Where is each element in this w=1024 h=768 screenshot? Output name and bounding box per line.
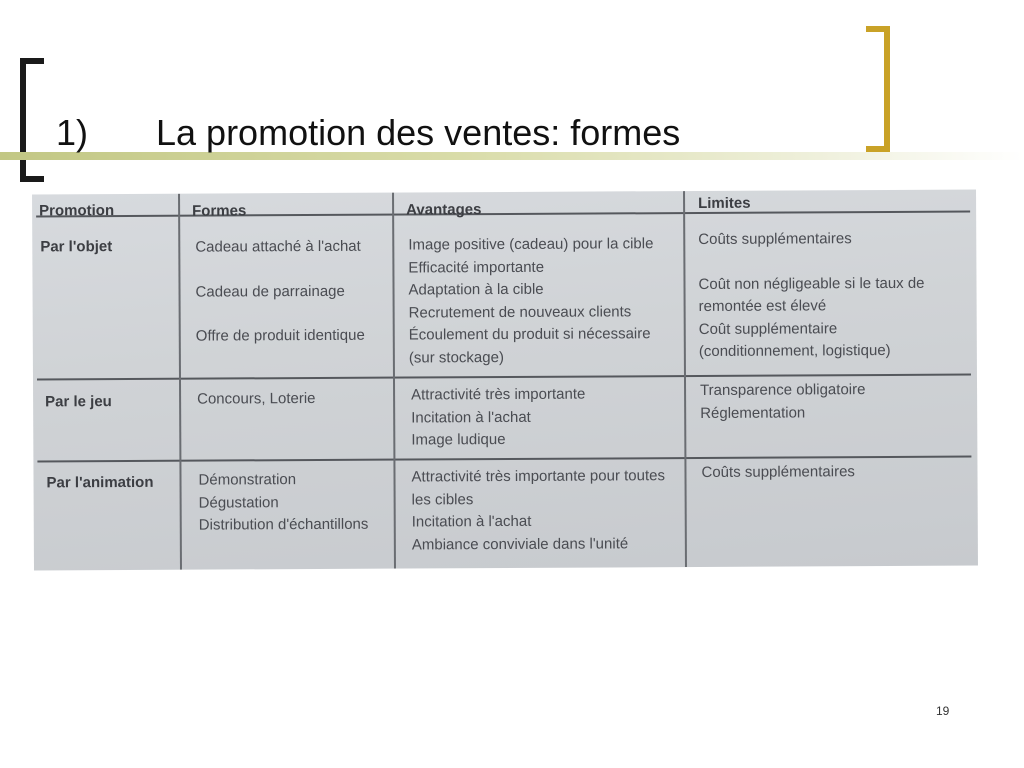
row1-limite-3: remontée est élevé (698, 297, 827, 315)
row2-formes (197, 388, 316, 411)
row-label-par-objet: Par l'objet (40, 238, 113, 256)
row3-forme-3: Distribution d'échantillons (198, 515, 369, 534)
row1-avantage-5: Écoulement du produit si nécessaire (408, 325, 651, 344)
row3-formes (198, 469, 368, 537)
row1-avantage-6: (sur stockage) (408, 348, 504, 367)
row1-forme-3: Offre de produit identique (195, 326, 365, 345)
header-limites: Limites (698, 194, 751, 212)
row3-forme-1: Démonstration (198, 471, 297, 489)
row1-limite-1: Coûts supplémentaires (698, 230, 852, 248)
row2-limite-2: Réglementation (700, 403, 806, 422)
row2-limite-1: Transparence obligatoire (700, 381, 866, 399)
row3-avantage-1: Attractivité très importante pour toutes (411, 467, 666, 486)
row2-avantages (411, 384, 586, 452)
left-bracket-decoration (20, 58, 44, 182)
row2-limites (700, 379, 866, 425)
row1-formes (195, 236, 365, 348)
row1-avantage-4: Recrutement de nouveaux clients (408, 302, 632, 322)
row-label-par-animation: Par l'animation (46, 473, 154, 492)
page-number: 19 (936, 704, 950, 718)
row1-forme-2: Cadeau de parrainage (195, 282, 345, 301)
row2-avantage-1: Attractivité très importante (411, 385, 586, 404)
row3-avantage-2: les cibles (411, 490, 474, 508)
table-col-divider-3 (683, 191, 687, 567)
row1-limite-4: Coût supplémentaire (698, 319, 838, 338)
slide-title (56, 108, 680, 158)
row3-avantage-3: Incitation à l'achat (411, 512, 532, 531)
row1-limites (698, 228, 925, 364)
header-promotion: Promotion (39, 202, 115, 220)
right-bracket-decoration (866, 26, 890, 152)
row2-avantage-2: Incitation à l'achat (411, 408, 531, 426)
row-label-par-jeu: Par le jeu (45, 393, 112, 411)
header-formes: Formes (192, 202, 247, 220)
row1-limite-5: (conditionnement, logistique) (698, 341, 891, 360)
row1-avantage-1: Image positive (cadeau) pour la cible (408, 235, 654, 254)
row3-forme-2: Dégustation (198, 493, 279, 512)
row3-avantage-4: Ambiance conviviale dans l'unité (411, 534, 629, 553)
row3-limites (701, 461, 855, 484)
table-rule-header (36, 211, 970, 218)
table-col-divider-2 (392, 193, 396, 569)
table-col-divider-1 (178, 194, 182, 570)
row1-avantage-3: Adaptation à la cible (408, 280, 544, 299)
row2-forme-1: Concours, Loterie (197, 389, 316, 408)
header-avantages: Avantages (406, 201, 482, 219)
row2-avantage-3: Image ludique (411, 430, 506, 449)
row1-forme-1: Cadeau attaché à l'achat (195, 237, 361, 256)
scanned-table (32, 190, 978, 571)
row1-avantages (408, 233, 654, 369)
row1-avantage-2: Efficacité importante (408, 258, 545, 277)
row3-limite-1: Coûts supplémentaires (701, 463, 855, 481)
row3-avantages (411, 465, 665, 556)
slide-title-number: 1) (56, 112, 89, 153)
slide-title-text: La promotion des ventes: formes (156, 112, 681, 153)
row1-limite-2: Coût non négligeable si le taux de (698, 274, 925, 293)
